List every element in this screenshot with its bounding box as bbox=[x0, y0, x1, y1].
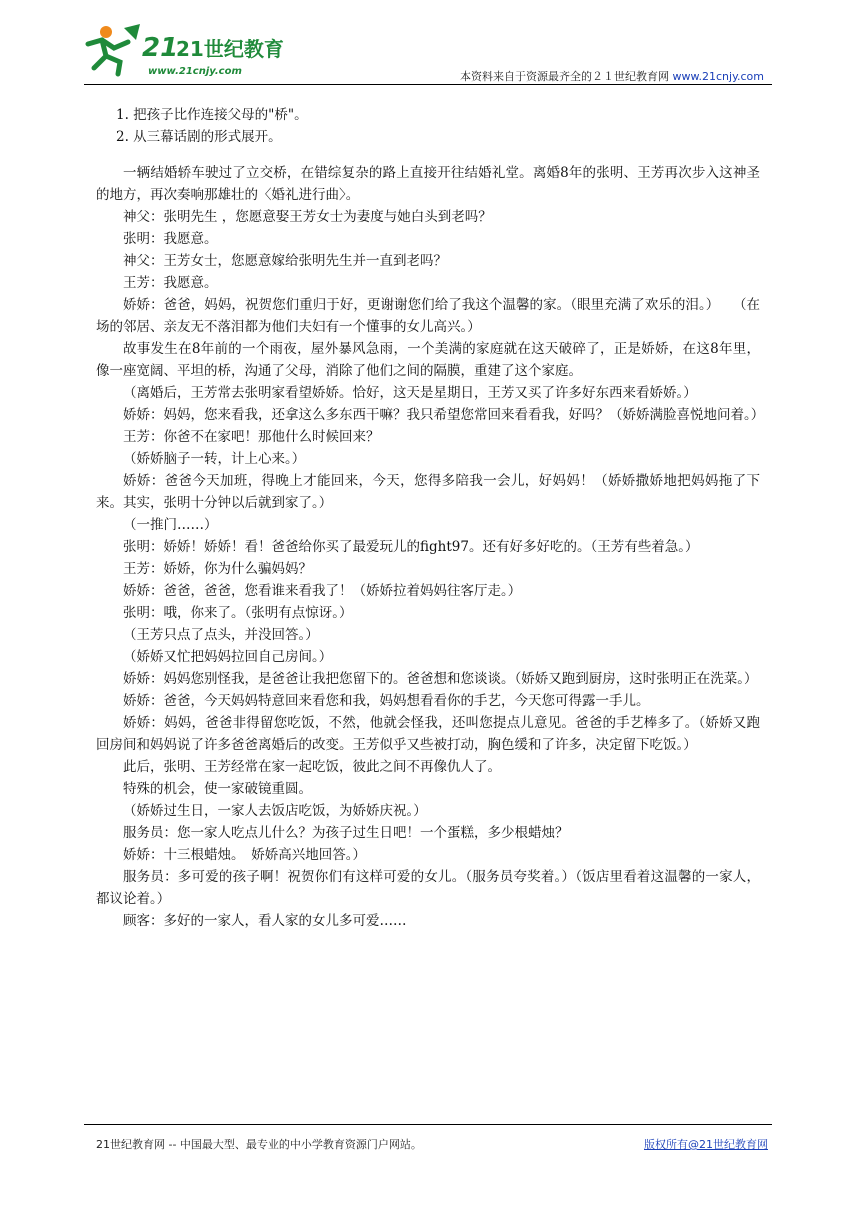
paragraph: 王芳：娇娇，你为什么骗妈妈？ bbox=[123, 561, 312, 577]
logo-url: www.21cnjy.com bbox=[148, 66, 242, 77]
paragraph: 张明：哦，你来了。（张明有点惊讶。） bbox=[123, 605, 353, 621]
paragraph: 神父：王芳女士，您愿意嫁给张明先生并一直到老吗？ bbox=[123, 253, 447, 269]
paragraph: 特殊的机会，使一家破镜重圆。 bbox=[123, 781, 312, 797]
paragraph: 娇娇：妈妈您别怪我，是爸爸让我把您留下的。爸爸想和您谈谈。（娇娇又跑到厨房，这时张明正在洗菜。） bbox=[123, 671, 758, 687]
paragraph: 王芳：你爸不在家吧！那他什么时候回来？ bbox=[123, 429, 380, 445]
list-item: 2. 从三幕话剧的形式展开。 bbox=[116, 129, 282, 145]
site-logo bbox=[84, 22, 284, 82]
paragraph: 娇娇：爸爸，今天妈妈特意回来看您和我，妈妈想看看你的手艺，今天您可得露一手儿。 bbox=[123, 693, 650, 709]
paragraph: 一辆结婚轿车驶过了立交桥，在错综复杂的路上直接开往结婚礼堂。离婚8年的张明、王芳再次步入这神圣的地方，再次奏响那雄壮的〈婚礼进行曲〉。 bbox=[96, 165, 760, 203]
paragraph: 王芳：我愿意。 bbox=[123, 275, 218, 291]
footer-tagline: 21世纪教育网 -- 中国最大型、最专业的中小学教育资源门户网站。 bbox=[96, 1138, 422, 1151]
page-header bbox=[0, 0, 860, 86]
header-note bbox=[460, 68, 764, 84]
footer-copyright-link[interactable]: 版权所有@21世纪教育网 bbox=[644, 1138, 768, 1151]
paragraph: 顾客：多好的一家人，看人家的女儿多可爱…… bbox=[123, 913, 407, 929]
paragraph: 神父：张明先生 ，您愿意娶王芳女士为妻度与她白头到老吗？ bbox=[123, 209, 492, 225]
header-site-link[interactable]: www.21cnjy.com bbox=[672, 70, 764, 83]
paragraph: 娇娇：十三根蜡烛。 娇娇高兴地回答。） bbox=[123, 847, 366, 863]
logo-text: 21世纪教育 bbox=[176, 37, 284, 61]
paragraph: 娇娇：妈妈，您来看我，还拿这么多东西干嘛？我只希望您常回来看看我，好吗？（娇娇满脸喜悦地问着。） bbox=[123, 407, 765, 423]
paragraph: 娇娇：爸爸今天加班，得晚上才能回来，今天，您得多陪我一会儿，好妈妈！（娇娇撒娇地把妈妈拖了下来。其实，张明十分钟以后就到家了。） bbox=[96, 473, 760, 511]
paragraph: （娇娇脑子一转，计上心来。） bbox=[123, 451, 306, 467]
paragraph: （娇娇过生日，一家人去饭店吃饭，为娇娇庆祝。） bbox=[123, 803, 427, 819]
paragraph: 服务员：您一家人吃点儿什么？为孩子过生日吧！一个蛋糕，多少根蜡烛？ bbox=[123, 825, 569, 841]
footer-divider bbox=[84, 1124, 772, 1125]
paragraph: 娇娇：爸爸，妈妈，祝贺您们重归于好，更谢谢您们给了我这个温馨的家。（眼里充满了欢乐的泪。） （在场的邻居、亲友无不落泪都为他们夫妇有一个懂事的女儿高兴。） bbox=[96, 297, 760, 335]
paragraph: 服务员：多可爱的孩子啊！祝贺你们有这样可爱的女儿。（服务员夸奖着。）（饭店里看着这温馨的一家人，都议论着。） bbox=[96, 869, 760, 907]
header-divider bbox=[84, 84, 772, 85]
svg-text:21: 21 bbox=[142, 33, 179, 63]
paragraph: （离婚后，王芳常去张明家看望娇娇。恰好，这天是星期日，王芳又买了许多好东西来看娇娇。） bbox=[123, 385, 697, 401]
paragraph: 张明：我愿意。 bbox=[123, 231, 218, 247]
paragraph: 此后，张明、王芳经常在家一起吃饭，彼此之间不再像仇人了。 bbox=[123, 759, 501, 775]
document-body bbox=[96, 104, 765, 932]
list-item: 1. 把孩子比作连接父母的"桥"。 bbox=[116, 107, 308, 123]
paragraph: 娇娇：妈妈，爸爸非得留您吃饭，不然，他就会怪我，还叫您提点儿意见。爸爸的手艺棒多了。（娇娇又跑回房间和妈妈说了许多爸爸离婚后的改变。王芳似乎又些被打动，胸色缓和了许多，决定留下吃饭。） bbox=[96, 715, 760, 753]
paragraph: 娇娇：爸爸，爸爸，您看谁来看我了！（娇娇拉着妈妈往客厅走。） bbox=[123, 583, 522, 599]
header-note-prefix: 本资料来自于资源最齐全的２１世纪教育网 bbox=[460, 70, 670, 83]
paragraph: （一推门……） bbox=[123, 517, 218, 533]
paragraph: 故事发生在8年前的一个雨夜，屋外暴风急雨，一个美满的家庭就在这天破碎了，正是娇娇，在这8年里，像一座宽阔、平坦的桥，沟通了父母，消除了他们之间的隔膜，重建了这个家庭。 bbox=[96, 341, 760, 379]
paragraph: （娇娇又忙把妈妈拉回自己房间。） bbox=[123, 649, 333, 665]
outline-list bbox=[96, 104, 760, 148]
paragraph: （王芳只点了点头，并没回答。） bbox=[123, 627, 319, 643]
paragraph: 张明：娇娇！娇娇！看！爸爸给你买了最爱玩儿的fight97。还有好多好吃的。（王芳有些着急。） bbox=[123, 539, 699, 555]
